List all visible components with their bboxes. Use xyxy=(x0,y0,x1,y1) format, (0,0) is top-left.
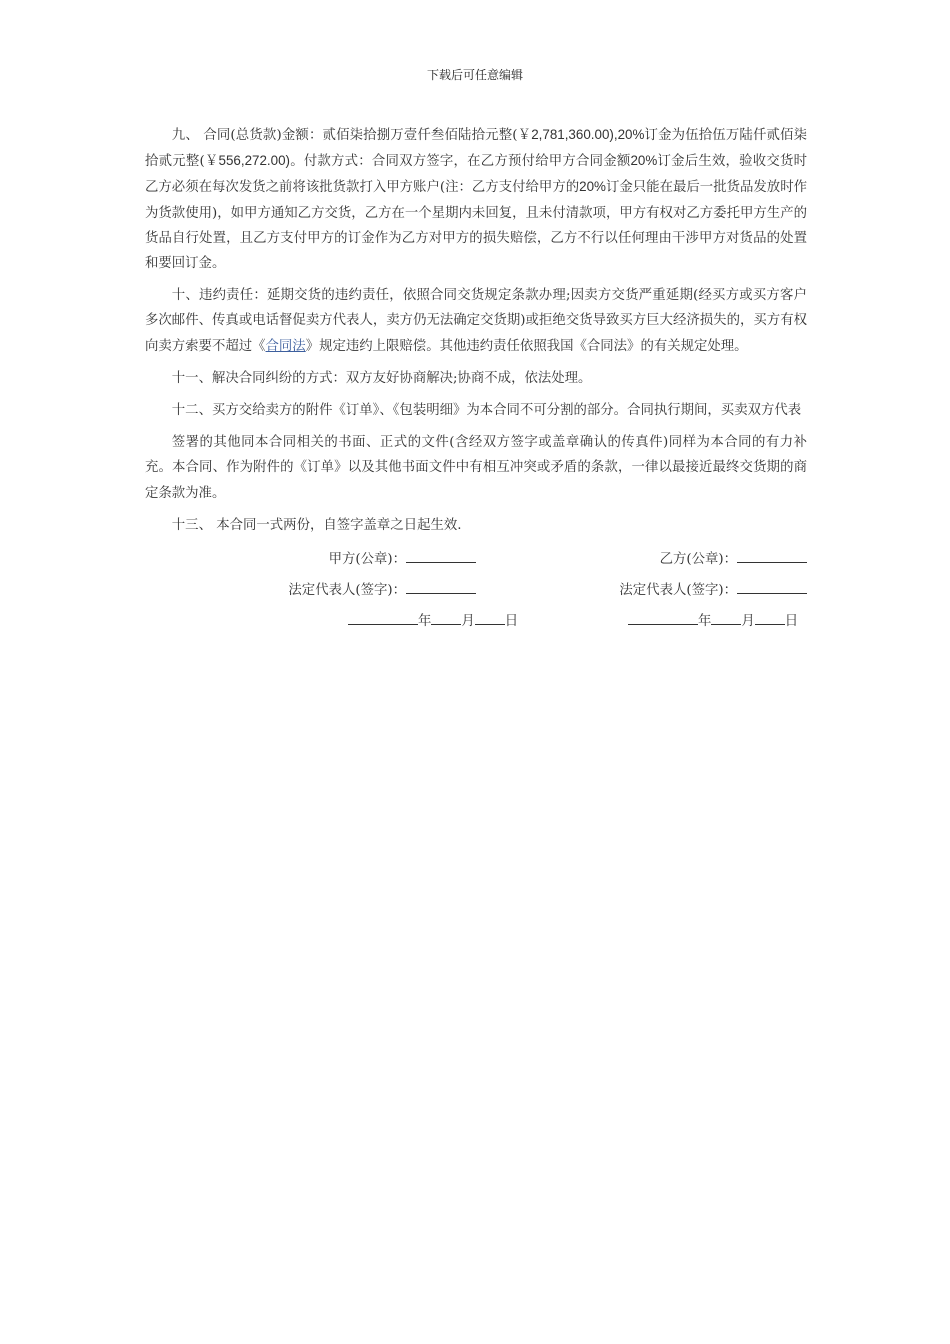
day-label: 日 xyxy=(784,614,799,630)
rep-row xyxy=(145,573,807,604)
year-label: 年 xyxy=(418,614,432,630)
party-a-month-blank[interactable] xyxy=(431,612,461,625)
month-label: 月 xyxy=(461,614,475,630)
party-a-rep-label: 法定代表人(签字)： xyxy=(288,583,406,599)
clause-13: 十三、 本合同一式两份，自签字盖章之日起生效. xyxy=(171,517,462,533)
party-a-seal-label: 甲方(公章)： xyxy=(328,552,406,568)
seal-row xyxy=(145,542,807,573)
party-a-seal-blank[interactable] xyxy=(406,550,476,563)
party-b-date xyxy=(476,610,807,629)
party-b-rep-blank[interactable] xyxy=(737,581,807,594)
party-a-year-blank[interactable] xyxy=(348,612,418,625)
clause-9-text: 订金后生效，验收交货时乙方必须在每次发货之前将该批货款打入甲方账户(注：乙方支付给甲方的 xyxy=(145,154,807,196)
party-a-rep-blank[interactable] xyxy=(406,581,476,594)
party-b-month-blank[interactable] xyxy=(711,612,741,625)
clause-9-text: 订金为伍拾伍万陆仟贰佰柒拾贰元整( xyxy=(145,128,808,170)
party-b-year-blank[interactable] xyxy=(628,612,698,625)
year-label: 年 xyxy=(698,614,712,630)
clause-9-text: 。付款方式：合同双方签字，在乙方预付给甲方合同金额 xyxy=(289,154,631,170)
clause-12-continued: 签署的其他同本合同相关的书面、正式的文件(含经双方签字或盖章确认的传真件)同样为本合同的有力补充。本合同、作为附件的《订单》以及其他书面文件中有相互冲突或矛盾的条款，一律以最接近最终交货期的商定条款为准。 xyxy=(145,435,807,501)
party-b-day-blank[interactable] xyxy=(755,612,785,625)
clause-9-text: 九、 合同(总货款)金额：贰佰柒拾捌万壹仟叁佰陆拾元整( xyxy=(171,128,518,143)
party-a-rep xyxy=(145,579,476,598)
clause-9-text: 订金只能在最后一批货品发放时作为货款使用)，如甲方通知乙方交货，乙方在一个星期内未回复，且未付清款项，甲方有权对乙方委托甲方生产的货品自行处置，且乙方支付甲方的订金作为乙方对甲方的损失赔偿，乙方不行以任何理由干涉甲方对货品的处置和要回订金。 xyxy=(145,180,807,272)
page-header: 下载后可任意编辑 xyxy=(426,68,523,82)
total-amount: ￥2,781,360.00),20% xyxy=(517,127,645,142)
party-b-seal-blank[interactable] xyxy=(737,550,807,563)
date-row xyxy=(145,604,807,635)
clause-11: 十一、解决合同纠纷的方式：双方友好协商解决;协商不成，依法处理。 xyxy=(171,370,592,386)
clause-12: 十二、买方交给卖方的附件《订单》、《包装明细》为本合同不可分割的部分。合同执行期间，买卖双方代表 xyxy=(171,403,802,419)
party-a-seal xyxy=(145,548,476,567)
party-b-rep-label: 法定代表人(签字)： xyxy=(619,583,737,599)
party-b-rep xyxy=(476,579,807,598)
signature-block xyxy=(145,542,807,635)
contract-body xyxy=(145,122,807,635)
deposit-percent: 20% xyxy=(630,153,658,169)
party-b-seal xyxy=(476,548,807,567)
clause-10-text: 》规定违约上限赔偿。其他违约责任依照我国《合同法》的有关规定处理。 xyxy=(305,338,748,354)
deposit-percent: 20% xyxy=(579,179,606,195)
party-b-seal-label: 乙方(公章)： xyxy=(659,552,737,568)
contract-law-link[interactable]: 合同法 xyxy=(265,338,306,354)
party-a-date xyxy=(145,610,519,630)
clause-10 xyxy=(145,283,807,359)
deposit-amount: ￥556,272.00) xyxy=(204,153,290,169)
clause-9 xyxy=(145,122,807,276)
month-label: 月 xyxy=(741,614,755,630)
clause-10-text: 十、违约责任：延期交货的违约责任，依照合同交货规定条款办理;因卖方交货严重延期(经买方或买方客户多次邮件、传真或电话督促卖方代表人，卖方仍无法确定交货期)或拒绝交货导致买方巨大经济损失的，买方有权向卖方索要不超过《 xyxy=(145,288,807,354)
day-label: 日 xyxy=(504,614,519,630)
